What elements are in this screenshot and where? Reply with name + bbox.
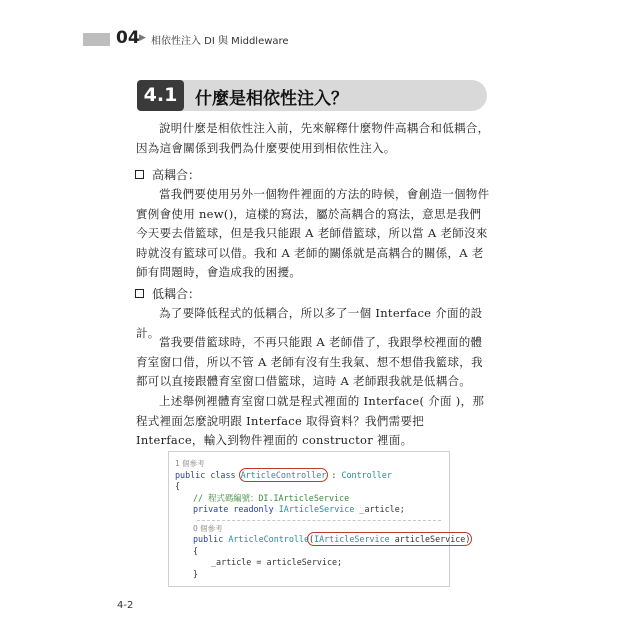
- code-line-open-brace: {: [175, 481, 181, 491]
- code-reference-count: 0 個參考: [193, 523, 223, 533]
- low-coupling-paragraph-1: 為了要降低程式的低耦合，所以多了一個 Interface 介面的設計。: [136, 306, 483, 340]
- section-number: 4.1: [137, 80, 184, 111]
- checkbox-icon: [135, 289, 144, 298]
- code-reference-count: 1 個參考: [175, 459, 205, 468]
- code-line-assignment: _article = articleService;: [211, 557, 343, 567]
- code-line-open-brace: {: [193, 545, 199, 556]
- high-coupling-paragraph: 當我們要使用另外一個物件裡面的方法的時候，會創造一個物件實例會使用 new()，這樣的寫法，屬於高耦合的寫法，意思是我們今天要去借籃球，但是我只能跟 A 老師借籃球，所以當 A 老師沒來時就沒有籃球可以借。我和 A 老師的關係就是高耦合的關係，A 老師有問題時，會造成我的困擾。: [136, 187, 490, 279]
- code-line-class: public class ArticleController : Controller: [175, 469, 392, 480]
- chapter-tab-marker: [83, 33, 110, 46]
- chapter-number: 04: [116, 28, 140, 48]
- highlight-constructor-parameter: (IArticleService articleService): [309, 534, 471, 544]
- section-title: 什麼是相依性注入？: [195, 89, 348, 109]
- subheading-low-coupling: [135, 285, 200, 302]
- subheading-high-coupling: [135, 166, 200, 183]
- code-separator: [197, 520, 441, 521]
- code-sample: [168, 451, 471, 587]
- subheading-label: 低耦合：: [152, 287, 201, 301]
- code-line-constructor: public ArticleControlle(IArticleService articleService): [193, 534, 471, 544]
- chapter-arrow-icon: ▶: [139, 33, 146, 43]
- intro-paragraph: 說明什麼是相依性注入前，先來解釋什麼物件高耦合和低耦合，因為這會關係到我們為什麼要使用到相依性注入。: [136, 121, 490, 155]
- page-number: 4-2: [117, 600, 134, 611]
- checkbox-icon: [135, 170, 144, 179]
- low-coupling-paragraph-2: 當我要借籃球時，不再只能跟 A 老師借了，我跟學校裡面的體育室窗口借，所以不管 A 老師有沒有生我氣、想不想借我籃球，我都可以直接跟體育室窗口借籃球，這時 A 老師跟我就是低耦合。: [136, 335, 483, 388]
- chapter-title: 相依性注入 DI 與 Middleware: [151, 36, 289, 47]
- subheading-label: 高耦合：: [152, 168, 201, 182]
- code-line-field: private readonly IArticleService _article;: [193, 504, 405, 514]
- code-line-close-brace: }: [193, 568, 199, 579]
- highlight-class-name: ArticleController: [240, 469, 327, 480]
- code-comment: // 程式碼編號：DI.IArticleService: [193, 492, 350, 503]
- low-coupling-paragraph-3: 上述舉例裡體育室窗口就是程式裡面的 Interface( 介面 )，那程式裡面怎麼說明跟 Interface 取得資料？我們需要把 Interface，輸入到物件裡面的 constructor 裡面。: [136, 394, 485, 447]
